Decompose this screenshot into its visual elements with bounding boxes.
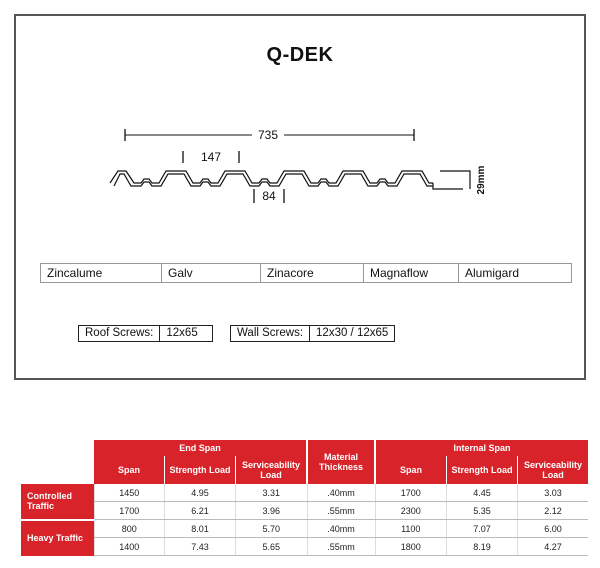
sheet-end-hook bbox=[433, 183, 463, 189]
roof-screws-value: 12x65 bbox=[166, 327, 198, 339]
table-cell: 3.03 bbox=[518, 484, 589, 502]
table-cell: 1100 bbox=[375, 520, 447, 538]
sheet-end-return bbox=[440, 171, 470, 189]
table-cell: 6.00 bbox=[518, 520, 589, 538]
column-header: Serviceability Load bbox=[236, 456, 308, 484]
table-row bbox=[21, 484, 588, 502]
row-group-label: Controlled Traffic bbox=[21, 484, 94, 520]
table-cell: 4.95 bbox=[165, 484, 236, 502]
end-span-header: End Span bbox=[94, 440, 307, 456]
table-cell: 6.21 bbox=[165, 502, 236, 520]
table-cell: .40mm bbox=[307, 484, 375, 502]
material-option: Alumigard bbox=[465, 266, 520, 280]
material-thickness-header: Material Thickness bbox=[307, 440, 375, 484]
product-title: Q-DEK bbox=[266, 44, 334, 66]
table-cell: 5.70 bbox=[236, 520, 308, 538]
column-header: Strength Load bbox=[447, 456, 518, 484]
table-cell: .40mm bbox=[307, 520, 375, 538]
row-group-label: Heavy Traffic bbox=[21, 520, 94, 556]
table-corner-lower bbox=[21, 456, 94, 484]
table-cell: 1450 bbox=[94, 484, 165, 502]
roof-screws-label: Roof Screws: bbox=[79, 326, 160, 341]
material-option: Galv bbox=[162, 264, 261, 282]
table-cell: 8.01 bbox=[165, 520, 236, 538]
roof-screws-box bbox=[78, 325, 213, 342]
material-options-row bbox=[40, 263, 572, 283]
sheet-profile-line bbox=[110, 171, 433, 183]
span-table bbox=[21, 440, 588, 556]
wall-screws-value: 12x30 / 12x65 bbox=[316, 327, 389, 339]
column-header: Serviceability Load bbox=[518, 456, 589, 484]
column-header: Strength Load bbox=[165, 456, 236, 484]
table-cell: 4.27 bbox=[518, 538, 589, 556]
table-cell: 3.96 bbox=[236, 502, 308, 520]
table-cell: .55mm bbox=[307, 538, 375, 556]
pitch-label: 147 bbox=[200, 150, 222, 164]
profile-diagram bbox=[0, 0, 600, 260]
table-cell: 7.43 bbox=[165, 538, 236, 556]
table-cell: 8.19 bbox=[447, 538, 518, 556]
table-cell: 800 bbox=[94, 520, 165, 538]
table-corner bbox=[21, 440, 94, 456]
pan-label: 84 bbox=[262, 189, 276, 203]
internal-span-header: Internal Span bbox=[375, 440, 588, 456]
table-cell: 5.65 bbox=[236, 538, 308, 556]
material-option: Magnaflow bbox=[364, 264, 459, 282]
table-cell: 1400 bbox=[94, 538, 165, 556]
material-option: Zincalume bbox=[41, 264, 162, 282]
table-cell: 5.35 bbox=[447, 502, 518, 520]
table-row bbox=[21, 538, 588, 556]
column-header: Span bbox=[94, 456, 165, 484]
table-row bbox=[21, 502, 588, 520]
table-cell: 3.31 bbox=[236, 484, 308, 502]
height-label: 29mm bbox=[476, 165, 487, 195]
table-cell: 1800 bbox=[375, 538, 447, 556]
overall-width-label: 735 bbox=[257, 128, 279, 142]
table-cell: 1700 bbox=[94, 502, 165, 520]
table-cell: 4.45 bbox=[447, 484, 518, 502]
table-cell: 2300 bbox=[375, 502, 447, 520]
column-header: Span bbox=[375, 456, 447, 484]
table-cell: 2.12 bbox=[518, 502, 589, 520]
material-option: Zinacore bbox=[261, 264, 364, 282]
table-cell: 1700 bbox=[375, 484, 447, 502]
wall-screws-box bbox=[230, 325, 395, 342]
table-row bbox=[21, 520, 588, 538]
table-cell: .55mm bbox=[307, 502, 375, 520]
wall-screws-label: Wall Screws: bbox=[231, 326, 310, 341]
table-cell: 7.07 bbox=[447, 520, 518, 538]
